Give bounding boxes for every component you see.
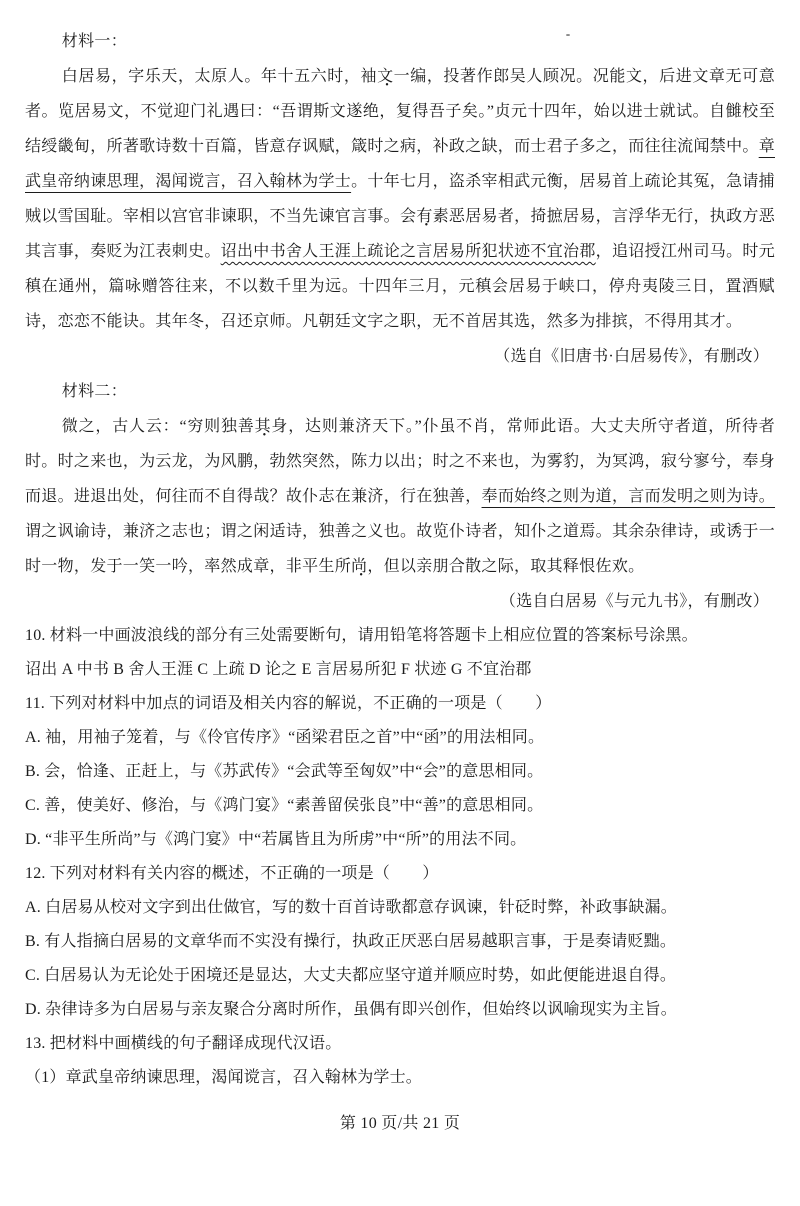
text-run: 谓之讽谕诗，兼济之志也；谓之闲适诗，独善之义也。故览仆诗者，知仆之道焉。其余杂律诗，或诱于一时一物，发于一笑一吟，率然成章，非平生: [25, 523, 775, 575]
wavy-underlined-clause: 诏出中书舍人王涯上疏论之言居易所犯状迹不宜治郡: [220, 243, 596, 260]
question-12-option-d: D. 杂律诗多为白居易与亲友聚合分离时所作，虽偶有即兴创作，但始终以讽喻现实为主旨。: [25, 1001, 677, 1018]
text-run: 白居易，字乐天，太原人。年十五六时，: [61, 68, 361, 85]
emphasis-dotted-word: 会: [400, 208, 417, 225]
question-12-option-c: C. 白居易认为无论处于困境还是显达，大丈夫都应坚守道并顺应时势，如此便能进退自得。: [25, 967, 677, 984]
page-indicator: 第 10 页/共 21 页: [339, 1115, 461, 1132]
material-2-source: （选自白居易《与元九书》，有删改）: [499, 593, 769, 610]
text-run: 尚，但以亲朋合散之际，取其释恨佐欢。: [351, 558, 645, 575]
text-run: 。十年七月，盗杀宰相武元衡，居易首上疏论其冤，急请捕贼以雪国耻。宰相以宫官非谏职，不当先谏官言事。: [25, 173, 775, 225]
material-1-paragraph: [25, 59, 775, 339]
question-13-stem: 13. 把材料中画横线的句子翻译成现代汉语。: [25, 1035, 342, 1052]
underlined-sentence: 章武皇帝纳谏思理，渴闻谠言，召入翰林为学士: [25, 138, 775, 190]
question-10-stem: 10. 材料一中画波浪线的部分有三处需要断句，请用铅笔将答题卡上相应位置的答案标号涂黑。: [25, 627, 698, 644]
questions-section: [25, 619, 775, 1095]
material-1-source: （选自《旧唐书·白居易传》，有删改）: [494, 348, 769, 365]
emphasis-dotted-word: 善: [237, 418, 255, 435]
text-run: 其身，达则兼济天下。”仆虽不肖，常师此语。大丈夫所守者道，所待者时。时之来也，为云龙，为风鹏，勃然突然，陈力以出；时之不来也，为雾豹，为冥鸿，寂兮寥兮，奉身而退。进退出处，何往而不自得哉？故仆志在兼济，行在独善，: [25, 418, 775, 505]
text-run: 有素恶居易者，掎摭居易，言浮华无行，执政方恶其言事，奏贬为江表刺史。: [25, 208, 775, 260]
text-run: ，追诏授江州司马。时元稹在通州，篇咏赠答往来，不以数千里为远。十四年三月，元稹会居易于峡口，停舟夷陵三日，置酒赋诗，恋恋不能诀。其年冬，召还京师。凡朝廷文字之职，无不首居其选，然多为排摈，不得用其才。: [25, 243, 775, 330]
question-12-option-b: B. 有人指摘白居易的文章华而不实没有操行，执政正厌恶白居易越职言事，于是奏请贬黜。: [25, 933, 677, 950]
question-11-option-a: A. 袖，用袖子笼着，与《伶官传序》“函梁君臣之首”中“函”的用法相同。: [25, 729, 545, 746]
question-11-option-d: D. “非平生所尚”与《鸿门宴》中“若属皆且为所虏”中“所”的用法不同。: [25, 831, 527, 848]
question-11-option-b: B. 会，恰逢、正赶上，与《苏武传》“会武等至匈奴”中“会”的意思相同。: [25, 763, 544, 780]
material-1-heading: 材料一：: [61, 33, 127, 50]
question-12-option-a: A. 白居易从校对文字到出仕做官，写的数十百首诗歌都意存讽谏，针砭时弊，补政事缺漏。: [25, 899, 677, 916]
page-footer: [25, 1107, 775, 1141]
question-11-stem: 11. 下列对材料中加点的词语及相关内容的解说，不正确的一项是（ ）: [25, 695, 552, 712]
underlined-sentence: 奉而始终之则为道，言而发明之则为诗。: [481, 488, 776, 505]
question-12-stem: 12. 下列对材料有关内容的概述，不正确的一项是（ ）: [25, 865, 439, 882]
emphasis-dotted-word: 袖: [360, 68, 378, 85]
document-body: [25, 24, 775, 1095]
question-13-sub1: （1）章武皇帝纳谏思理，渴闻谠言，召入翰林为学士。: [25, 1069, 423, 1086]
material-2-paragraph: [25, 409, 775, 584]
emphasis-dotted-word: 所: [334, 558, 352, 575]
text-run: 文一编，投著作郎吴人顾况。况能文，后进文章无可意者。览居易文，不觉迎门礼遇曰：“吾谓斯文遂绝，复得吾子矣。”贞元十四年，始以进士就试。自雠校至结绶畿甸，所著歌诗数十百篇，皆意存讽赋，箴时之病，补政之缺，而士君子多之，而往往流闻禁中。: [25, 68, 775, 155]
material-2-heading: 材料二：: [61, 383, 127, 400]
scan-speck: [566, 34, 570, 36]
question-10-segmentation-line: 诏出 A 中书 B 舍人王涯 C 上疏 D 论之 E 言居易所犯 F 状迹 G 不宜治郡: [25, 661, 532, 678]
text-run: 微之，古人云：“穷则独: [61, 418, 238, 435]
question-11-option-c: C. 善，使美好、修治，与《鸿门宴》“素善留侯张良”中“善”的意思相同。: [25, 797, 544, 814]
